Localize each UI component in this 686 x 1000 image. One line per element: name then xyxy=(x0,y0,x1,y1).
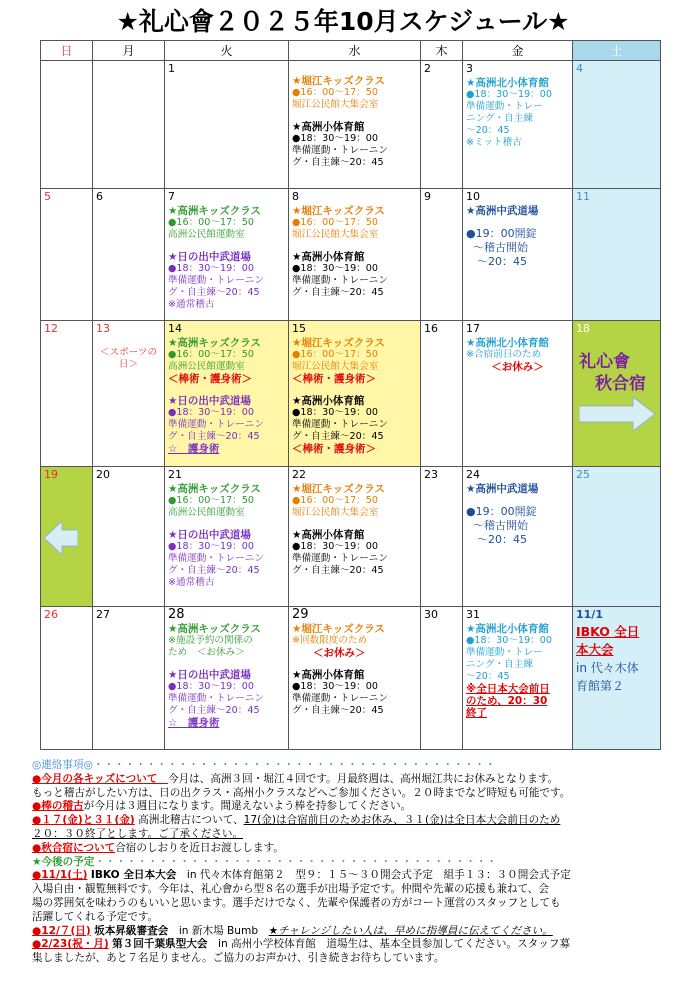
event-note: ★チャレンジしたい人は、早めに指導員に伝えてください。 xyxy=(268,924,553,937)
notice-text: ２０：３０終了とします。ご了承ください。 xyxy=(32,827,244,840)
day-cell-sat xyxy=(573,607,661,750)
day-cell xyxy=(463,189,573,321)
day-cell xyxy=(421,607,463,750)
day-number: 7 xyxy=(168,190,175,203)
event-note: 準備運動・トレーニン xyxy=(292,553,388,564)
event-text: 入場自由・観覧無料です。今年は、礼心會から型８名の選手が出場予定です。仲間や先輩の応援も兼ねて、会 xyxy=(32,883,549,896)
weekday-fri: 金 xyxy=(463,41,573,61)
day-cell xyxy=(93,189,165,321)
event-title: ★堀江キッズクラス xyxy=(292,337,385,349)
event-title: ★高洲キッズクラス xyxy=(168,623,261,635)
day-cell xyxy=(463,321,573,467)
day-number: 29 xyxy=(292,607,309,622)
event-time: ●18：30～19：00 xyxy=(292,681,378,692)
event-note: ※施設予約の関係の xyxy=(168,635,253,646)
event-title: ★高洲キッズクラス xyxy=(168,483,261,495)
arrow-left-icon xyxy=(44,521,78,555)
notice-camp xyxy=(32,842,672,856)
weekday-wed: 水 xyxy=(289,41,421,61)
day-number: 17 xyxy=(466,322,480,335)
day-cell xyxy=(289,189,421,321)
day-number: 12 xyxy=(44,322,58,335)
event-title: ★日の出中武道場 xyxy=(168,395,251,407)
event-note: ※合宿前日のため xyxy=(466,349,542,360)
day-cell xyxy=(463,467,573,607)
event-name: 坂本昇級審査会 xyxy=(94,924,169,937)
event-note: ため ＜お休み＞ xyxy=(168,647,245,658)
day-number: 30 xyxy=(424,608,438,621)
day-cell-camp xyxy=(41,467,93,607)
event-note: グ・自主練～20：45 xyxy=(292,287,384,298)
day-cell xyxy=(165,467,289,607)
event-note: ～20：45 xyxy=(477,533,527,546)
event-note: グ・自主練～20：45 xyxy=(168,565,260,576)
day-number: 18 xyxy=(576,322,590,335)
notice-section xyxy=(32,759,672,966)
event-time: ●16：00～17：50 xyxy=(168,217,254,228)
notice-fridays xyxy=(32,814,672,828)
day-number: 4 xyxy=(576,62,583,75)
day-number: 9 xyxy=(424,190,431,203)
day-number: 11 xyxy=(576,190,590,203)
notice-label: ●棒の稽古 xyxy=(32,800,84,813)
camp-label: 秋合宿 xyxy=(595,374,646,394)
event-note: 準備運動・トレーニン xyxy=(168,693,264,704)
event-text: in 新木場 Bumb xyxy=(168,924,269,937)
event-text: 集しましたが、あと７名足りません。ご協力のお声かけ、引き続きお待ちしています。 xyxy=(32,952,445,965)
event-title: ★高洲小体育館 xyxy=(292,251,365,263)
event-note: ～20：45 xyxy=(466,125,510,136)
event-note: 準備運動・トレーニン xyxy=(292,145,388,156)
event-note: ＜お休み＞ xyxy=(491,361,544,373)
day-number: 6 xyxy=(96,190,103,203)
page-title: ★礼心會２０２５年10月スケジュール★ xyxy=(116,7,570,36)
day-cell-sat xyxy=(573,189,661,321)
event-title: ★日の出中武道場 xyxy=(168,529,251,541)
day-cell xyxy=(289,61,421,189)
event-note: 準備運動・トレーニン xyxy=(168,419,264,430)
event-name: 第３回千葉県型大会 xyxy=(112,938,208,951)
day-number: 2 xyxy=(424,62,431,75)
upcoming-header xyxy=(32,856,672,870)
event-time: ●16：00～17：50 xyxy=(292,349,378,360)
event-title: ★高洲小体育館 xyxy=(292,529,365,541)
event-time: ●18：30～19：00 xyxy=(292,263,378,274)
event-title: ★高洲北小体育館 xyxy=(466,77,549,89)
event-time: ●18：30～19：00 xyxy=(292,133,378,144)
day-number: 15 xyxy=(292,322,306,335)
notice-header xyxy=(32,759,672,773)
day-cell-highlight xyxy=(289,321,421,467)
day-cell xyxy=(421,189,463,321)
event-title: ★日の出中武道場 xyxy=(168,669,251,681)
event-title: ★高洲中武道場 xyxy=(466,205,539,217)
notice-heading: ◎連絡事項◎ xyxy=(32,759,93,771)
event-place: in 代々木体 xyxy=(576,661,639,675)
day-cell-sat xyxy=(573,61,661,189)
event-note: ～20：45 xyxy=(477,255,527,268)
event-time: ●19：00開錠 xyxy=(466,505,537,518)
arrow-right-icon xyxy=(579,397,655,431)
event-note: ※全日本大会前日 xyxy=(466,683,550,695)
event-title: ★日の出中武道場 xyxy=(168,251,251,263)
day-number: 25 xyxy=(576,468,590,481)
dotted-divider: ・・・・・・・・・・・・・・・・・・・・・・・・・・・・・・・・・・・・・・ xyxy=(94,855,498,868)
event-title: ★高洲北小体育館 xyxy=(466,337,549,349)
week-row xyxy=(41,61,661,189)
notice-kids xyxy=(32,773,672,787)
notice-text: 今月は、高洲３回・堀江４回です。月最終週は、高州堀江共にお休みとなります。 xyxy=(167,772,559,785)
day-cell xyxy=(421,321,463,467)
event-note: ＜棒術・護身術＞ xyxy=(168,373,252,385)
holiday-label: ＜スポーツの xyxy=(99,347,158,358)
event-place: 高洲公民館運動室 xyxy=(168,507,245,518)
event-note: 準備運動・トレーニン xyxy=(292,693,388,704)
day-number: 23 xyxy=(424,468,438,481)
event-note: 準備運動・トレー xyxy=(466,101,543,112)
event-note: ☆ 護身術 xyxy=(168,443,220,455)
day-cell xyxy=(93,607,165,750)
day-number: 10 xyxy=(466,190,480,203)
day-number: 8 xyxy=(292,190,299,203)
event-note: ニング・自主練 xyxy=(466,113,533,124)
day-cell-highlight xyxy=(165,321,289,467)
holiday-label: 日＞ xyxy=(118,359,139,370)
upcoming-ibko xyxy=(32,869,672,883)
day-number: 5 xyxy=(44,190,51,203)
event-time: ●16：00～17：50 xyxy=(292,87,378,98)
event-place: 高洲公民館運動室 xyxy=(168,229,245,240)
event-date: ●12/７(日) xyxy=(32,924,91,937)
event-title: ★高洲キッズクラス xyxy=(168,205,261,217)
week-row xyxy=(41,607,661,750)
day-number: 24 xyxy=(466,468,480,481)
upcoming-shinsa xyxy=(32,925,672,939)
event-note: グ・自主練～20：45 xyxy=(292,565,384,576)
event-time: ●16：00～17：50 xyxy=(292,217,378,228)
event-time: ●19：00開錠 xyxy=(466,227,537,240)
event-note: のため、20：30 xyxy=(466,695,548,707)
event-name: IBKO 全日本大会 xyxy=(90,869,177,882)
event-text: in 高州小学校体育館 道場生は、基本全員参加してください。スタッフ募 xyxy=(207,938,571,951)
day-number: 28 xyxy=(168,607,185,622)
day-number: 3 xyxy=(466,62,473,75)
event-place: 育館第２ xyxy=(576,679,625,693)
event-time: ●16：00～17：50 xyxy=(292,495,378,506)
event-place: 堀江公民館大集会室 xyxy=(292,361,379,372)
notice-label: ●秋合宿について xyxy=(32,841,116,854)
day-cell xyxy=(289,467,421,607)
notice-text: が今月は３週目になります。間違えないよう棒を持参してください。 xyxy=(83,800,412,813)
event-note: 準備運動・トレーニン xyxy=(168,275,264,286)
day-number: 26 xyxy=(44,608,58,621)
week-row xyxy=(41,467,661,607)
event-title: ★高洲中武道場 xyxy=(466,483,539,495)
day-cell xyxy=(463,61,573,189)
day-number: 1 xyxy=(168,62,175,75)
day-cell xyxy=(93,321,165,467)
event-time: ●16：00～17：50 xyxy=(168,495,254,506)
event-time: ●16：00～17：50 xyxy=(168,349,254,360)
dotted-divider: ・・・・・・・・・・・・・・・・・・・・・・・・・・・・・・・・・・・・・・ xyxy=(92,759,496,771)
event-text: in 代々木体育館第２ 型９：１５～３０開会式予定 組手１３：３０開会式予定 xyxy=(176,869,571,882)
event-place: 堀江公民館大集会室 xyxy=(292,507,379,518)
weekday-sat: 土 xyxy=(573,41,661,61)
notice-text: もっと稽古がしたい方は、日の出クラス・高州小クラスなどへご参加ください。２０時までなど時短も可能です。 xyxy=(32,786,571,799)
event-note: ☆ 護身術 xyxy=(168,717,220,729)
event-title: ★高洲小体育館 xyxy=(292,395,365,407)
event-title: ★高洲小体育館 xyxy=(292,669,365,681)
event-note: 準備運動・トレー xyxy=(466,647,543,658)
weekday-sun: 日 xyxy=(41,41,93,61)
day-number: 16 xyxy=(424,322,438,335)
event-time: ●18：30～19：00 xyxy=(168,681,254,692)
day-number: 19 xyxy=(44,468,58,481)
notice-text: 17(金)は合宿前日のためお休み、３１(金)は全日本大会前日のため xyxy=(243,814,561,827)
day-cell xyxy=(289,607,421,750)
notice-text: 合宿のしおりを近日お渡しします。 xyxy=(115,841,284,854)
event-note: ＜棒術・護身術＞ xyxy=(292,443,376,455)
event-note: グ・自主練～20：45 xyxy=(168,705,260,716)
event-note: ※通常稽古 xyxy=(168,577,215,588)
day-cell-sun xyxy=(41,321,93,467)
event-title: ★堀江キッズクラス xyxy=(292,75,385,87)
event-note: ＜お休み＞ xyxy=(313,647,366,659)
day-cell-sun xyxy=(41,607,93,750)
event-title: ★堀江キッズクラス xyxy=(292,623,385,635)
day-cell-empty xyxy=(93,61,165,189)
weekday-thu: 木 xyxy=(421,41,463,61)
day-number: 21 xyxy=(168,468,182,481)
camp-label: 礼心會 xyxy=(579,352,630,372)
event-note: ＜棒術・護身術＞ xyxy=(292,373,376,385)
event-date: ●2/23(祝・月) xyxy=(32,938,109,951)
day-cell-sat xyxy=(573,467,661,607)
event-note: ～稽古開始 xyxy=(473,241,528,254)
event-text: 場の雰囲気を味わうのもいいと思います。選手だけでなく、先輩や保護者の方がコート運営のスタッフとしても xyxy=(32,896,561,909)
event-time: ●18：30～19：00 xyxy=(292,541,378,552)
upcoming-kata xyxy=(32,938,672,952)
event-note: グ・自主練～20：45 xyxy=(168,287,260,298)
day-cell-empty xyxy=(41,61,93,189)
calendar-table xyxy=(40,40,661,750)
event-note: ※ミット稽古 xyxy=(466,137,522,148)
day-number: 27 xyxy=(96,608,110,621)
event-date: ●11/1(土) xyxy=(32,869,88,882)
event-time: ●18：30～19：00 xyxy=(168,263,254,274)
event-time: ●18：30～19：00 xyxy=(168,407,254,418)
day-cell-sun xyxy=(41,189,93,321)
event-time: ●18：30～19：00 xyxy=(292,407,378,418)
event-time: ●18：30～19：00 xyxy=(466,89,552,100)
day-cell-camp xyxy=(573,321,661,467)
event-note: グ・自主練～20：45 xyxy=(292,431,384,442)
event-title: ★堀江キッズクラス xyxy=(292,205,385,217)
event-title: 本大会 xyxy=(576,642,614,657)
event-note: 準備運動・トレーニン xyxy=(292,419,388,430)
event-title: ★高洲北小体育館 xyxy=(466,623,549,635)
notice-bo xyxy=(32,800,672,814)
notice-label: ●１７(金)と３１(金) xyxy=(32,814,135,827)
event-note: 終了 xyxy=(466,707,487,719)
day-number: 31 xyxy=(466,608,480,621)
event-note: グ・自主練～20：45 xyxy=(168,431,260,442)
day-cell xyxy=(93,467,165,607)
event-title: ★高洲小体育館 xyxy=(292,121,365,133)
day-cell xyxy=(421,467,463,607)
weekday-header-row xyxy=(41,41,661,61)
event-note: ※回数限度のため xyxy=(292,635,368,646)
notice-label: ●今月の各キッズについて xyxy=(32,772,168,785)
weekday-mon: 月 xyxy=(93,41,165,61)
upcoming-heading: ★今後の予定 xyxy=(32,855,95,868)
week-row xyxy=(41,189,661,321)
event-note: ニング・自主練 xyxy=(466,659,533,670)
day-number: 13 xyxy=(96,322,110,335)
event-time: ●18：30～19：00 xyxy=(466,635,552,646)
notice-text: 高洲北稽古について、 xyxy=(138,814,244,827)
event-note: ～稽古開始 xyxy=(473,519,528,532)
event-title: ★堀江キッズクラス xyxy=(292,483,385,495)
day-cell xyxy=(165,607,289,750)
event-text: 活躍してくれる予定です。 xyxy=(32,910,159,923)
event-place: 高洲公民館運動室 xyxy=(168,361,245,372)
event-time: ●18：30～19：00 xyxy=(168,541,254,552)
event-place: 堀江公民館大集会室 xyxy=(292,229,379,240)
event-place: 堀江公民館大集会室 xyxy=(292,99,379,110)
day-cell xyxy=(165,189,289,321)
day-number: 14 xyxy=(168,322,182,335)
event-note: グ・自主練～20：45 xyxy=(292,705,384,716)
event-note: 準備運動・トレーニン xyxy=(168,553,264,564)
event-note: グ・自主練～20：45 xyxy=(292,157,384,168)
event-title: ★高洲キッズクラス xyxy=(168,337,261,349)
event-date: 11/1 xyxy=(576,608,603,621)
day-number: 22 xyxy=(292,468,306,481)
week-row xyxy=(41,321,661,467)
day-number: 20 xyxy=(96,468,110,481)
event-note: ※通常稽古 xyxy=(168,299,215,310)
event-title: IBKO 全日 xyxy=(576,624,640,639)
event-note: ～20：45 xyxy=(466,671,510,682)
event-note: 準備運動・トレーニン xyxy=(292,275,388,286)
day-cell xyxy=(165,61,289,189)
weekday-tue: 火 xyxy=(165,41,289,61)
day-cell xyxy=(421,61,463,189)
day-cell xyxy=(463,607,573,750)
